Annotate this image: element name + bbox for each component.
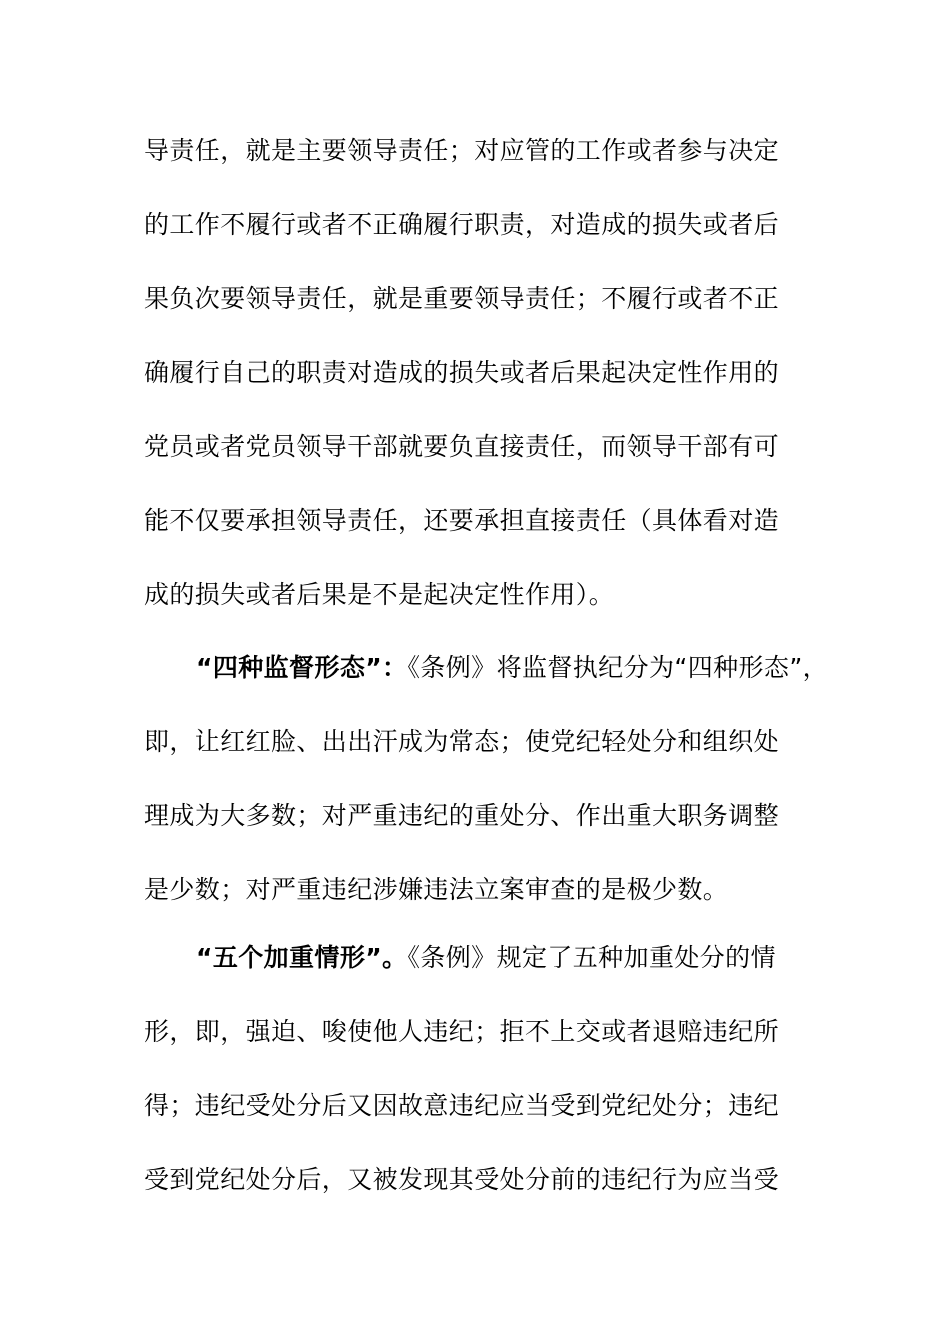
paragraph-line: 党员或者党员领导干部就要负直接责任，而领导干部有可	[144, 432, 780, 461]
paragraph-line: 是少数；对严重违纪涉嫌违法立案审查的是极少数。	[144, 875, 729, 904]
section-heading-five-aggravating: “五个加重情形”。	[196, 943, 408, 972]
paragraph-line: 能不仅要承担领导责任，还要承担直接责任（具体看对造	[144, 506, 780, 535]
section-four-forms-first-line	[196, 650, 836, 686]
section-heading-four-forms: “四种监督形态”：	[196, 653, 408, 682]
paragraph-line: 成的损失或者后果是不是起决定性作用）。	[144, 580, 615, 609]
paragraph-line: 即，让红红脸、出出汗成为常态；使党纪轻处分和组织处	[144, 727, 780, 756]
paragraph-line: 受到党纪处分后，又被发现其受处分前的违纪行为应当受	[144, 1165, 780, 1194]
paragraph-line: 的工作不履行或者不正确履行职责，对造成的损失或者后	[144, 210, 780, 239]
paragraph-line: 果负次要领导责任，就是重要领导责任；不履行或者不正	[144, 284, 780, 313]
paragraph-line: 形，即，强迫、唆使他人违纪；拒不上交或者退赔违纪所	[144, 1017, 780, 1046]
section-five-aggravating-first-line	[196, 940, 836, 976]
paragraph-line: 得；违纪受处分后又因故意违纪应当受到党纪处分；违纪	[144, 1091, 780, 1120]
paragraph-text: 《条例》将监督执纪分为“四种形态”，	[407, 653, 829, 682]
paragraph-text: 《条例》规定了五种加重处分的情	[407, 943, 776, 972]
paragraph-line: 导责任，就是主要领导责任；对应管的工作或者参与决定	[144, 136, 780, 165]
paragraph-line: 理成为大多数；对严重违纪的重处分、作出重大职务调整	[144, 801, 780, 830]
paragraph-line: 确履行自己的职责对造成的损失或者后果起决定性作用的	[144, 358, 780, 387]
